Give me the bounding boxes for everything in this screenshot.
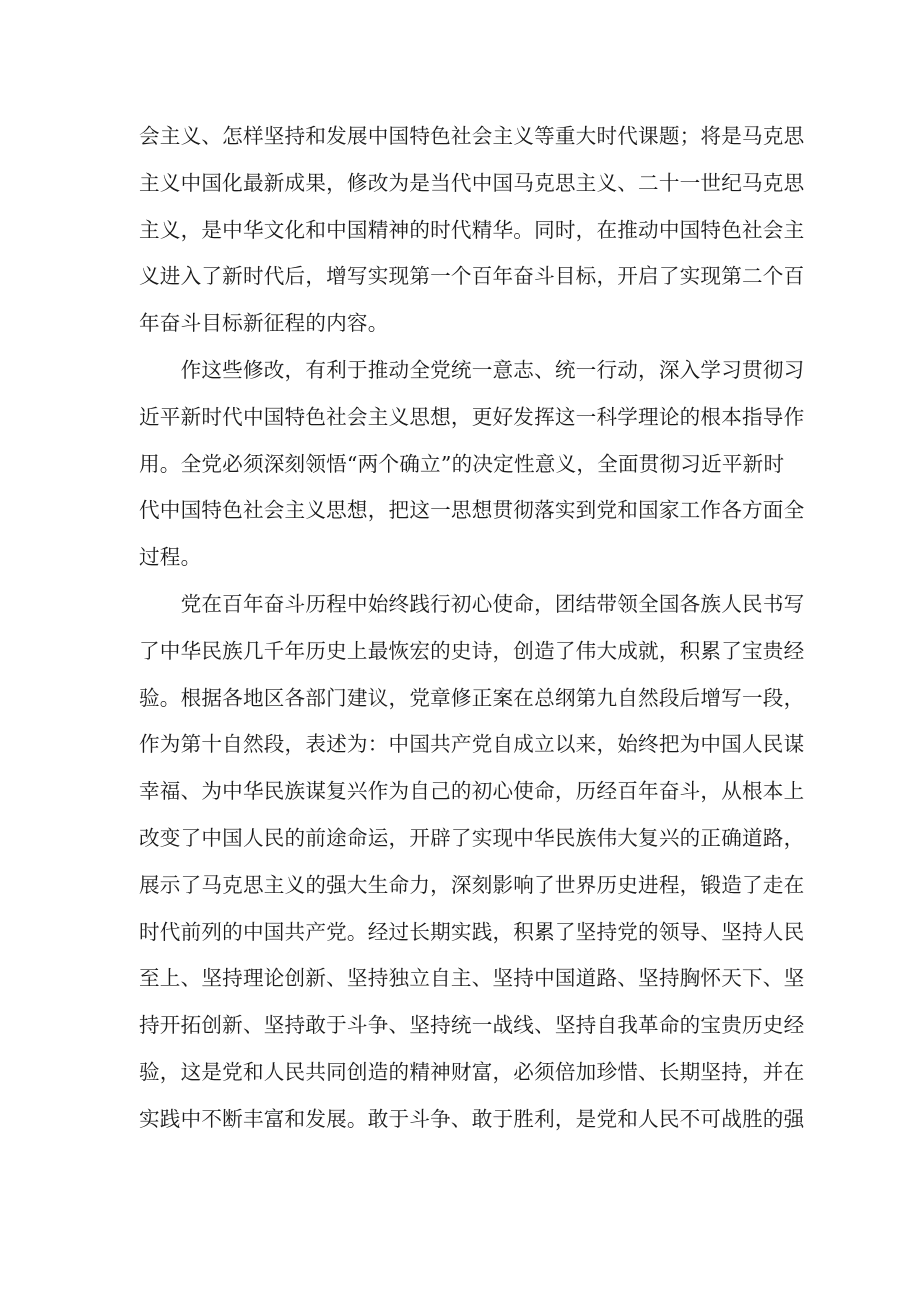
- paragraph-line: 持开拓创新、坚持敢于斗争、坚持统一战线、坚持自我革命的宝贵历史经: [139, 1013, 805, 1038]
- paragraph-2: [139, 347, 805, 581]
- paragraph-line: 党在百年奋斗历程中始终践行初心使命，团结带领全国各族人民书写: [180, 591, 805, 616]
- paragraph-line: 验，这是党和人民共同创造的精神财富，必须倍加珍惜、长期坚持，并在: [139, 1059, 805, 1084]
- paragraph-line: 了中华民族几千年历史上最恢宏的史诗，创造了伟大成就，积累了宝贵经: [139, 638, 805, 663]
- paragraph-3: [139, 581, 805, 1143]
- paragraph-line: 代中国特色社会主义思想，把这一思想贯彻落实到党和国家工作各方面全: [139, 498, 805, 523]
- document-body: [139, 113, 805, 1143]
- paragraph-line: 作为第十自然段，表述为：中国共产党自成立以来，始终把为中国人民谋: [139, 732, 805, 757]
- paragraph-1: [139, 113, 805, 347]
- paragraph-line: 会主义、怎样坚持和发展中国特色社会主义等重大时代课题；将是马克思: [139, 124, 805, 148]
- paragraph-line: 至上、坚持理论创新、坚持独立自主、坚持中国道路、坚持胸怀天下、坚: [139, 966, 805, 991]
- paragraph-line: 作这些修改，有利于推动全党统一意志、统一行动，深入学习贯彻习: [180, 357, 805, 382]
- paragraph-line: 幸福、为中华民族谋复兴作为自己的初心使命，历经百年奋斗，从根本上: [139, 779, 805, 804]
- paragraph-line: 主义，是中华文化和中国精神的时代精华。同时，在推动中国特色社会主: [139, 217, 805, 242]
- paragraph-line: 改变了中国人民的前途命运，开辟了实现中华民族伟大复兴的正确道路，: [139, 825, 805, 850]
- paragraph-line: 验。根据各地区各部门建议，党章修正案在总纲第九自然段后增写一段，: [139, 685, 805, 710]
- paragraph-line: 实践中不断丰富和发展。敢于斗争、敢于胜利，是党和人民不可战胜的强: [139, 1106, 805, 1131]
- paragraph-line: 年奋斗目标新征程的内容。: [139, 311, 389, 336]
- paragraph-line: 展示了马克思主义的强大生命力，深刻影响了世界历史进程，锻造了走在: [139, 872, 805, 897]
- paragraph-line: 义进入了新时代后，增写实现第一个百年奋斗目标，开启了实现第二个百: [139, 264, 805, 289]
- paragraph-line: 用。全党必须深刻领悟“两个确立”的决定性意义，全面贯彻习近平新时: [139, 451, 785, 476]
- paragraph-line: 主义中国化最新成果，修改为是当代中国马克思主义、二十一世纪马克思: [139, 170, 805, 195]
- paragraph-line: 时代前列的中国共产党。经过长期实践，积累了坚持党的领导、坚持人民: [139, 919, 805, 944]
- paragraph-line: 近平新时代中国特色社会主义思想，更好发挥这一科学理论的根本指导作: [139, 404, 805, 429]
- paragraph-line: 过程。: [139, 545, 202, 570]
